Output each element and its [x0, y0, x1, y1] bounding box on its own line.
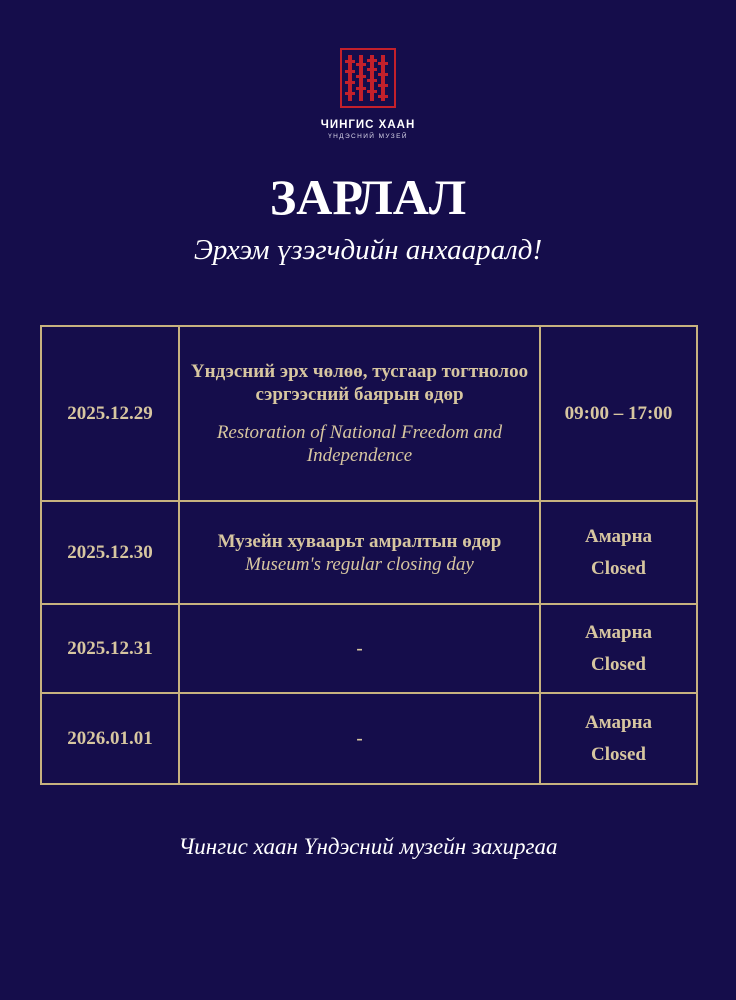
- event-title-en: Restoration of National Freedom and Independence: [216, 422, 503, 466]
- date-cell: [41, 501, 179, 604]
- hours-cell: [540, 326, 697, 501]
- table-row: [41, 693, 697, 784]
- event-empty: -: [356, 727, 363, 749]
- event-title-mn: Музейн хуваарьт амралтын өдөр: [217, 530, 502, 552]
- table-row: [41, 326, 697, 501]
- opening-hours: 09:00 – 17:00: [564, 402, 673, 424]
- date-label: 2025.12.30: [67, 541, 153, 563]
- museum-name: ЧИНГИС ХААН: [320, 119, 416, 131]
- status-en: Closed: [591, 743, 646, 765]
- event-empty: -: [356, 637, 363, 659]
- status-cell: [540, 693, 697, 784]
- schedule-table: [40, 325, 698, 785]
- event-cell: [179, 326, 540, 501]
- status-mn: Амарна: [584, 711, 653, 733]
- event-title-en: Museum's regular closing day: [245, 553, 474, 575]
- status-cell: [540, 604, 697, 693]
- date-cell: [41, 604, 179, 693]
- date-cell: [41, 693, 179, 784]
- table-row: [41, 501, 697, 604]
- museum-subname: ҮНДЭСНИЙ МУЗЕЙ: [328, 133, 408, 140]
- event-cell: [179, 501, 540, 604]
- status-mn: Амарна: [584, 525, 653, 547]
- event-cell: [179, 693, 540, 784]
- date-label: 2025.12.31: [67, 637, 153, 659]
- date-label: 2026.01.01: [67, 727, 153, 749]
- announcement-subtitle: Эрхэм үзэгчдийн анхааралд!: [193, 234, 543, 266]
- status-mn: Амарна: [584, 621, 653, 643]
- status-en: Closed: [591, 653, 646, 675]
- mongol-script-seal-icon: [340, 48, 396, 108]
- date-label: 2025.12.29: [67, 402, 153, 424]
- announcement-title: ЗАРЛАЛ: [269, 169, 467, 225]
- table-row: [41, 604, 697, 693]
- administration-signature: Чингис хаан Үндэсний музейн захиргаа: [178, 834, 558, 859]
- date-cell: [41, 326, 179, 501]
- museum-logo: [0, 48, 736, 141]
- event-cell: [179, 604, 540, 693]
- event-title-mn: Үндэсний эрх чөлөө, тусгаар тогтнолоо сэргээсний баярын өдөр: [190, 361, 529, 405]
- status-cell: [540, 501, 697, 604]
- status-en: Closed: [591, 557, 646, 579]
